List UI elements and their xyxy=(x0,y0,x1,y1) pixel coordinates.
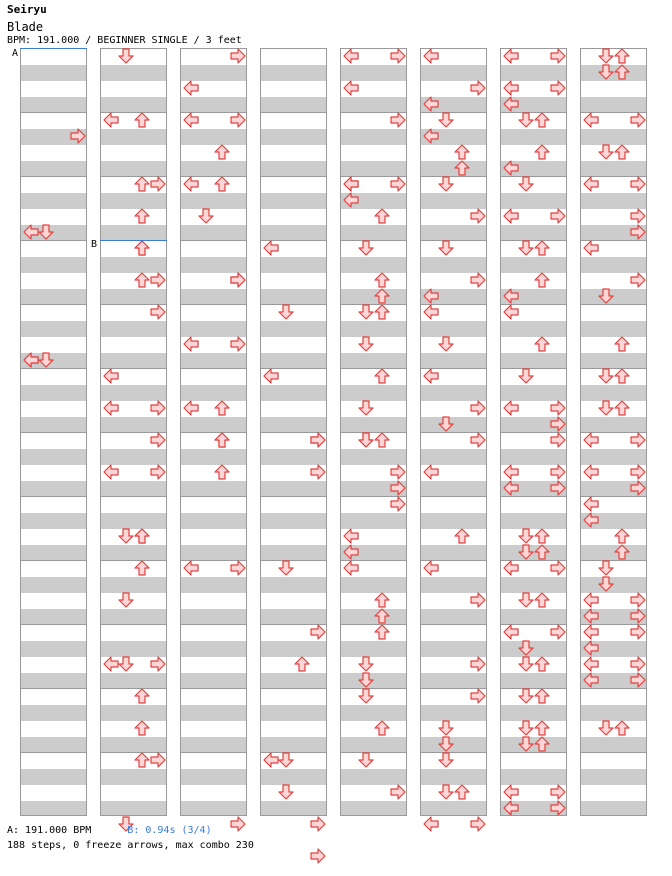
down-arrow-icon xyxy=(358,336,374,352)
up-arrow-icon xyxy=(534,688,550,704)
down-arrow-icon xyxy=(438,336,454,352)
down-arrow-icon xyxy=(518,544,534,560)
footer-bpm: A: 191.000 BPM xyxy=(7,825,92,836)
right-arrow-icon xyxy=(150,464,166,480)
left-arrow-icon xyxy=(583,656,599,672)
down-arrow-icon xyxy=(438,240,454,256)
right-arrow-icon xyxy=(630,624,646,640)
down-arrow-icon xyxy=(518,640,534,656)
up-arrow-icon xyxy=(454,144,470,160)
right-arrow-icon xyxy=(630,272,646,288)
measure-line xyxy=(581,752,646,753)
measure-line xyxy=(21,752,86,753)
up-arrow-icon xyxy=(454,784,470,800)
up-arrow-icon xyxy=(454,528,470,544)
right-arrow-icon xyxy=(550,48,566,64)
up-arrow-icon xyxy=(214,176,230,192)
up-arrow-icon xyxy=(134,560,150,576)
measure-line xyxy=(181,368,246,369)
down-arrow-icon xyxy=(358,432,374,448)
left-arrow-icon xyxy=(583,624,599,640)
right-arrow-icon xyxy=(630,592,646,608)
left-arrow-icon xyxy=(423,48,439,64)
left-arrow-icon xyxy=(103,464,119,480)
up-arrow-icon xyxy=(534,592,550,608)
right-arrow-icon xyxy=(150,304,166,320)
right-arrow-icon xyxy=(630,176,646,192)
down-arrow-icon xyxy=(518,592,534,608)
left-arrow-icon xyxy=(503,80,519,96)
down-arrow-icon xyxy=(518,688,534,704)
right-arrow-icon xyxy=(390,496,406,512)
down-arrow-icon xyxy=(598,368,614,384)
right-arrow-icon xyxy=(390,176,406,192)
right-arrow-icon xyxy=(470,432,486,448)
left-arrow-icon xyxy=(503,288,519,304)
up-arrow-icon xyxy=(614,336,630,352)
right-arrow-icon xyxy=(310,816,326,832)
left-arrow-icon xyxy=(503,208,519,224)
left-arrow-icon xyxy=(583,592,599,608)
right-arrow-icon xyxy=(310,464,326,480)
right-arrow-icon xyxy=(230,336,246,352)
up-arrow-icon xyxy=(454,160,470,176)
down-arrow-icon xyxy=(518,112,534,128)
left-arrow-icon xyxy=(103,656,119,672)
right-arrow-icon xyxy=(390,480,406,496)
right-arrow-icon xyxy=(550,480,566,496)
down-arrow-icon xyxy=(438,176,454,192)
up-arrow-icon xyxy=(374,624,390,640)
left-arrow-icon xyxy=(583,112,599,128)
measure-line xyxy=(181,752,246,753)
measure-line xyxy=(21,304,86,305)
right-arrow-icon xyxy=(70,128,86,144)
left-arrow-icon xyxy=(343,544,359,560)
measure-line xyxy=(181,688,246,689)
down-arrow-icon xyxy=(278,304,294,320)
up-arrow-icon xyxy=(534,528,550,544)
left-arrow-icon xyxy=(503,624,519,640)
up-arrow-icon xyxy=(294,656,310,672)
right-arrow-icon xyxy=(630,672,646,688)
up-arrow-icon xyxy=(614,48,630,64)
right-arrow-icon xyxy=(630,464,646,480)
left-arrow-icon xyxy=(583,496,599,512)
right-arrow-icon xyxy=(310,624,326,640)
up-arrow-icon xyxy=(374,592,390,608)
left-arrow-icon xyxy=(503,560,519,576)
down-arrow-icon xyxy=(118,528,134,544)
measure-line xyxy=(181,304,246,305)
up-arrow-icon xyxy=(534,272,550,288)
right-arrow-icon xyxy=(630,208,646,224)
down-arrow-icon xyxy=(118,592,134,608)
right-arrow-icon xyxy=(470,592,486,608)
up-arrow-icon xyxy=(534,656,550,672)
left-arrow-icon xyxy=(263,752,279,768)
right-arrow-icon xyxy=(470,208,486,224)
left-arrow-icon xyxy=(503,304,519,320)
left-arrow-icon xyxy=(423,304,439,320)
right-arrow-icon xyxy=(550,208,566,224)
measure-line xyxy=(181,240,246,241)
up-arrow-icon xyxy=(214,432,230,448)
measure-line xyxy=(181,624,246,625)
down-arrow-icon xyxy=(598,64,614,80)
up-arrow-icon xyxy=(134,176,150,192)
left-arrow-icon xyxy=(503,464,519,480)
header-artist: Seiryu xyxy=(7,3,47,16)
right-arrow-icon xyxy=(630,224,646,240)
up-arrow-icon xyxy=(614,400,630,416)
right-arrow-icon xyxy=(550,432,566,448)
right-arrow-icon xyxy=(230,560,246,576)
right-arrow-icon xyxy=(150,272,166,288)
left-arrow-icon xyxy=(103,400,119,416)
up-arrow-icon xyxy=(134,528,150,544)
right-arrow-icon xyxy=(550,416,566,432)
down-arrow-icon xyxy=(518,368,534,384)
down-arrow-icon xyxy=(518,176,534,192)
measure-line xyxy=(501,752,566,753)
down-arrow-icon xyxy=(438,112,454,128)
right-arrow-icon xyxy=(230,272,246,288)
up-arrow-icon xyxy=(534,144,550,160)
right-arrow-icon xyxy=(630,432,646,448)
left-arrow-icon xyxy=(23,224,39,240)
left-arrow-icon xyxy=(423,288,439,304)
up-arrow-icon xyxy=(374,608,390,624)
right-arrow-icon xyxy=(150,656,166,672)
down-arrow-icon xyxy=(598,720,614,736)
down-arrow-icon xyxy=(278,784,294,800)
measure-line xyxy=(581,304,646,305)
measure-line xyxy=(261,496,326,497)
header-info: BPM: 191.000 / BEGINNER SINGLE / 3 feet xyxy=(7,35,242,46)
right-arrow-icon xyxy=(150,176,166,192)
left-arrow-icon xyxy=(503,784,519,800)
right-arrow-icon xyxy=(550,624,566,640)
down-arrow-icon xyxy=(198,208,214,224)
left-arrow-icon xyxy=(183,560,199,576)
up-arrow-icon xyxy=(214,144,230,160)
left-arrow-icon xyxy=(583,640,599,656)
up-arrow-icon xyxy=(534,112,550,128)
left-arrow-icon xyxy=(423,560,439,576)
right-arrow-icon xyxy=(150,752,166,768)
up-arrow-icon xyxy=(534,336,550,352)
right-arrow-icon xyxy=(310,848,326,864)
measure-line xyxy=(501,496,566,497)
right-arrow-icon xyxy=(390,464,406,480)
left-arrow-icon xyxy=(503,800,519,816)
measure-line xyxy=(581,688,646,689)
right-arrow-icon xyxy=(150,432,166,448)
left-arrow-icon xyxy=(183,112,199,128)
left-arrow-icon xyxy=(503,400,519,416)
measure-line xyxy=(101,496,166,497)
up-arrow-icon xyxy=(134,688,150,704)
left-arrow-icon xyxy=(343,48,359,64)
down-arrow-icon xyxy=(518,736,534,752)
up-arrow-icon xyxy=(534,720,550,736)
down-arrow-icon xyxy=(118,656,134,672)
measure-line xyxy=(21,176,86,177)
left-arrow-icon xyxy=(503,160,519,176)
right-arrow-icon xyxy=(470,816,486,832)
measure-line xyxy=(21,560,86,561)
left-arrow-icon xyxy=(183,176,199,192)
left-arrow-icon xyxy=(423,464,439,480)
measure-line xyxy=(421,624,486,625)
left-arrow-icon xyxy=(503,480,519,496)
down-arrow-icon xyxy=(518,720,534,736)
up-arrow-icon xyxy=(374,720,390,736)
up-arrow-icon xyxy=(534,544,550,560)
left-arrow-icon xyxy=(583,176,599,192)
up-arrow-icon xyxy=(614,144,630,160)
left-arrow-icon xyxy=(583,240,599,256)
down-arrow-icon xyxy=(598,144,614,160)
chart-column-1 xyxy=(20,48,87,816)
left-arrow-icon xyxy=(103,112,119,128)
measure-line xyxy=(261,176,326,177)
measure-line xyxy=(21,432,86,433)
left-arrow-icon xyxy=(583,512,599,528)
down-arrow-icon xyxy=(438,736,454,752)
left-arrow-icon xyxy=(343,560,359,576)
down-arrow-icon xyxy=(358,688,374,704)
down-arrow-icon xyxy=(278,752,294,768)
left-arrow-icon xyxy=(423,368,439,384)
measure-line xyxy=(101,624,166,625)
right-arrow-icon xyxy=(630,656,646,672)
up-arrow-icon xyxy=(134,272,150,288)
left-arrow-icon xyxy=(103,368,119,384)
right-arrow-icon xyxy=(230,816,246,832)
header-title: Blade xyxy=(7,20,44,34)
down-arrow-icon xyxy=(598,400,614,416)
right-arrow-icon xyxy=(230,112,246,128)
up-arrow-icon xyxy=(134,720,150,736)
up-arrow-icon xyxy=(374,272,390,288)
right-arrow-icon xyxy=(470,688,486,704)
measure-line xyxy=(21,624,86,625)
left-arrow-icon xyxy=(503,96,519,112)
footer-stop: B: 0.94s (3/4) xyxy=(127,825,212,836)
left-arrow-icon xyxy=(343,192,359,208)
left-arrow-icon xyxy=(423,128,439,144)
up-arrow-icon xyxy=(614,528,630,544)
right-arrow-icon xyxy=(390,112,406,128)
right-arrow-icon xyxy=(550,800,566,816)
right-arrow-icon xyxy=(230,48,246,64)
measure-line xyxy=(261,112,326,113)
right-arrow-icon xyxy=(550,464,566,480)
down-arrow-icon xyxy=(598,576,614,592)
down-arrow-icon xyxy=(358,672,374,688)
left-arrow-icon xyxy=(503,48,519,64)
up-arrow-icon xyxy=(614,544,630,560)
up-arrow-icon xyxy=(534,736,550,752)
right-arrow-icon xyxy=(470,656,486,672)
right-arrow-icon xyxy=(390,48,406,64)
left-arrow-icon xyxy=(263,368,279,384)
right-arrow-icon xyxy=(550,784,566,800)
left-arrow-icon xyxy=(423,96,439,112)
up-arrow-icon xyxy=(134,112,150,128)
right-arrow-icon xyxy=(470,272,486,288)
down-arrow-icon xyxy=(118,48,134,64)
down-arrow-icon xyxy=(38,352,54,368)
down-arrow-icon xyxy=(438,784,454,800)
up-arrow-icon xyxy=(374,288,390,304)
down-arrow-icon xyxy=(518,528,534,544)
up-arrow-icon xyxy=(134,240,150,256)
right-arrow-icon xyxy=(550,80,566,96)
down-arrow-icon xyxy=(438,416,454,432)
up-arrow-icon xyxy=(614,368,630,384)
left-arrow-icon xyxy=(583,432,599,448)
down-arrow-icon xyxy=(438,752,454,768)
footer-legend xyxy=(7,825,212,836)
left-arrow-icon xyxy=(343,176,359,192)
up-arrow-icon xyxy=(614,720,630,736)
left-arrow-icon xyxy=(583,672,599,688)
measure-line xyxy=(21,112,86,113)
up-arrow-icon xyxy=(534,240,550,256)
down-arrow-icon xyxy=(598,48,614,64)
down-arrow-icon xyxy=(38,224,54,240)
up-arrow-icon xyxy=(374,368,390,384)
right-arrow-icon xyxy=(550,560,566,576)
left-arrow-icon xyxy=(343,80,359,96)
up-arrow-icon xyxy=(374,304,390,320)
left-arrow-icon xyxy=(183,80,199,96)
left-arrow-icon xyxy=(423,816,439,832)
down-arrow-icon xyxy=(358,240,374,256)
up-arrow-icon xyxy=(374,432,390,448)
measure-line xyxy=(421,496,486,497)
up-arrow-icon xyxy=(214,400,230,416)
down-arrow-icon xyxy=(358,656,374,672)
measure-line xyxy=(21,240,86,241)
right-arrow-icon xyxy=(150,400,166,416)
marker-a-label: A xyxy=(12,48,19,59)
left-arrow-icon xyxy=(583,608,599,624)
down-arrow-icon xyxy=(518,240,534,256)
right-arrow-icon xyxy=(550,400,566,416)
down-arrow-icon xyxy=(358,304,374,320)
left-arrow-icon xyxy=(183,336,199,352)
measure-line xyxy=(181,496,246,497)
left-arrow-icon xyxy=(263,240,279,256)
right-arrow-icon xyxy=(630,480,646,496)
marker-a-line xyxy=(20,48,87,49)
up-arrow-icon xyxy=(134,752,150,768)
measure-line xyxy=(261,688,326,689)
right-arrow-icon xyxy=(630,608,646,624)
right-arrow-icon xyxy=(310,432,326,448)
right-arrow-icon xyxy=(470,80,486,96)
footer-stats: 188 steps, 0 freeze arrows, max combo 230 xyxy=(7,840,254,851)
right-arrow-icon xyxy=(390,784,406,800)
measure-line xyxy=(21,688,86,689)
left-arrow-icon xyxy=(183,400,199,416)
measure-line xyxy=(21,496,86,497)
down-arrow-icon xyxy=(598,560,614,576)
up-arrow-icon xyxy=(134,208,150,224)
down-arrow-icon xyxy=(598,288,614,304)
down-arrow-icon xyxy=(438,720,454,736)
up-arrow-icon xyxy=(614,64,630,80)
down-arrow-icon xyxy=(278,560,294,576)
up-arrow-icon xyxy=(374,208,390,224)
left-arrow-icon xyxy=(343,528,359,544)
right-arrow-icon xyxy=(630,112,646,128)
up-arrow-icon xyxy=(214,464,230,480)
marker-b-label: B xyxy=(91,239,98,250)
right-arrow-icon xyxy=(470,400,486,416)
left-arrow-icon xyxy=(583,464,599,480)
measure-line xyxy=(21,368,86,369)
down-arrow-icon xyxy=(358,752,374,768)
left-arrow-icon xyxy=(23,352,39,368)
down-arrow-icon xyxy=(518,656,534,672)
marker-b-line xyxy=(100,240,167,241)
down-arrow-icon xyxy=(358,400,374,416)
